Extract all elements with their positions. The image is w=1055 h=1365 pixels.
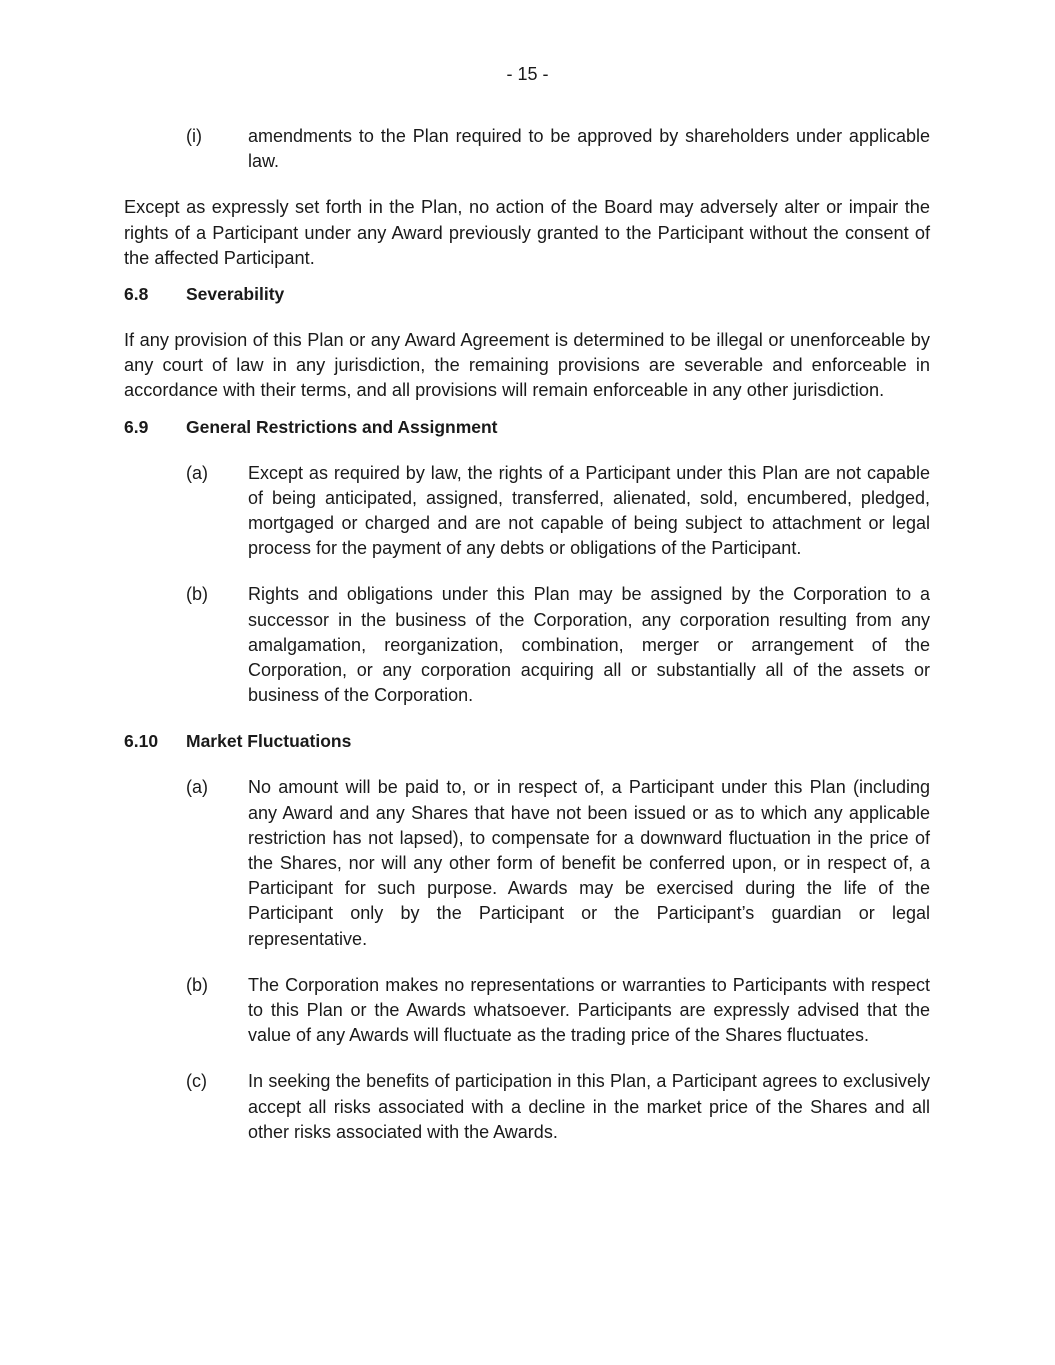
- item-text: amendments to the Plan required to be approved by shareholders under applicable law.: [248, 126, 930, 172]
- list-item: [124, 1069, 930, 1145]
- list-item: [124, 461, 930, 562]
- item-label: (c): [186, 1071, 207, 1092]
- section-number: 6.10: [124, 731, 159, 752]
- item-text: The Corporation makes no representations or warranties to Participants with respect to this Plan or the Awards whatsoever. Participants are expressly advised that the value of any Awards will fluctuate as the trading price of the Shares fluctuates.: [248, 974, 930, 1046]
- paragraph: Except as expressly set forth in the Plan, no action of the Board may adversely alter or impair the rights of a Participant under any Award previously granted to the Participant without the consent of the affected Participant.: [124, 197, 930, 268]
- item-text: Except as required by law, the rights of a Participant under this Plan are not capable of being anticipated, assigned, transferred, alienated, sold, encumbered, pledged, mortgaged or charged and are not capable of being subject to attachment or legal process for the payment of any debts or obligations of the Participant.: [248, 462, 930, 559]
- item-text: In seeking the benefits of participation in this Plan, a Participant agrees to exclusively accept all risks associated with a decline in the market price of the Shares and all other risks associated with the Awards.: [248, 1071, 930, 1142]
- list-item: [124, 973, 930, 1049]
- section-heading: [124, 282, 930, 307]
- item-label: (a): [186, 777, 208, 798]
- section-heading: [124, 415, 930, 440]
- item-label: (b): [186, 974, 208, 995]
- section-heading: [124, 729, 930, 754]
- section-number: 6.8: [124, 284, 149, 305]
- page-number: - 15 -: [506, 64, 549, 84]
- page-content: [124, 124, 930, 1145]
- list-item: [124, 775, 930, 951]
- list-item: [124, 582, 930, 708]
- item-label: (i): [186, 126, 202, 146]
- section-title: General Restrictions and Assignment: [186, 416, 498, 437]
- section-number: 6.9: [124, 416, 149, 437]
- item-label: (a): [186, 462, 208, 483]
- list-item: [124, 124, 930, 174]
- item-text: Rights and obligations under this Plan may be assigned by the Corporation to a successor in the business of the Corporation, any corporation resulting from any amalgamation, reorganization, combination, merger or arrangement of the Corporation, or any corporation acquiring all or substantially all of the assets or business of the Corporation.: [248, 584, 930, 706]
- paragraph: If any provision of this Plan or any Award Agreement is determined to be illegal or unenforceable by any court of law in any jurisdiction, the remaining provisions are severable and enforceable in accordance with their terms, and all provisions will remain enforceable in any other jurisdiction.: [124, 330, 930, 401]
- item-label: (b): [186, 584, 208, 605]
- section-title: Severability: [186, 284, 285, 305]
- section-title: Market Fluctuations: [186, 731, 352, 752]
- item-text: No amount will be paid to, or in respect of, a Participant under this Plan (including any Award and any Shares that have not been issued or as to which any applicable restriction has not lapsed), to compensate for a downward fluctuation in the price of the Shares, nor will any other form of benefit be conferred upon, or in respect of, a Participant for such purpose. Awards may be exercised during the life of the Participant only by the Participant or the Participant’s guardian or legal representative.: [248, 777, 930, 949]
